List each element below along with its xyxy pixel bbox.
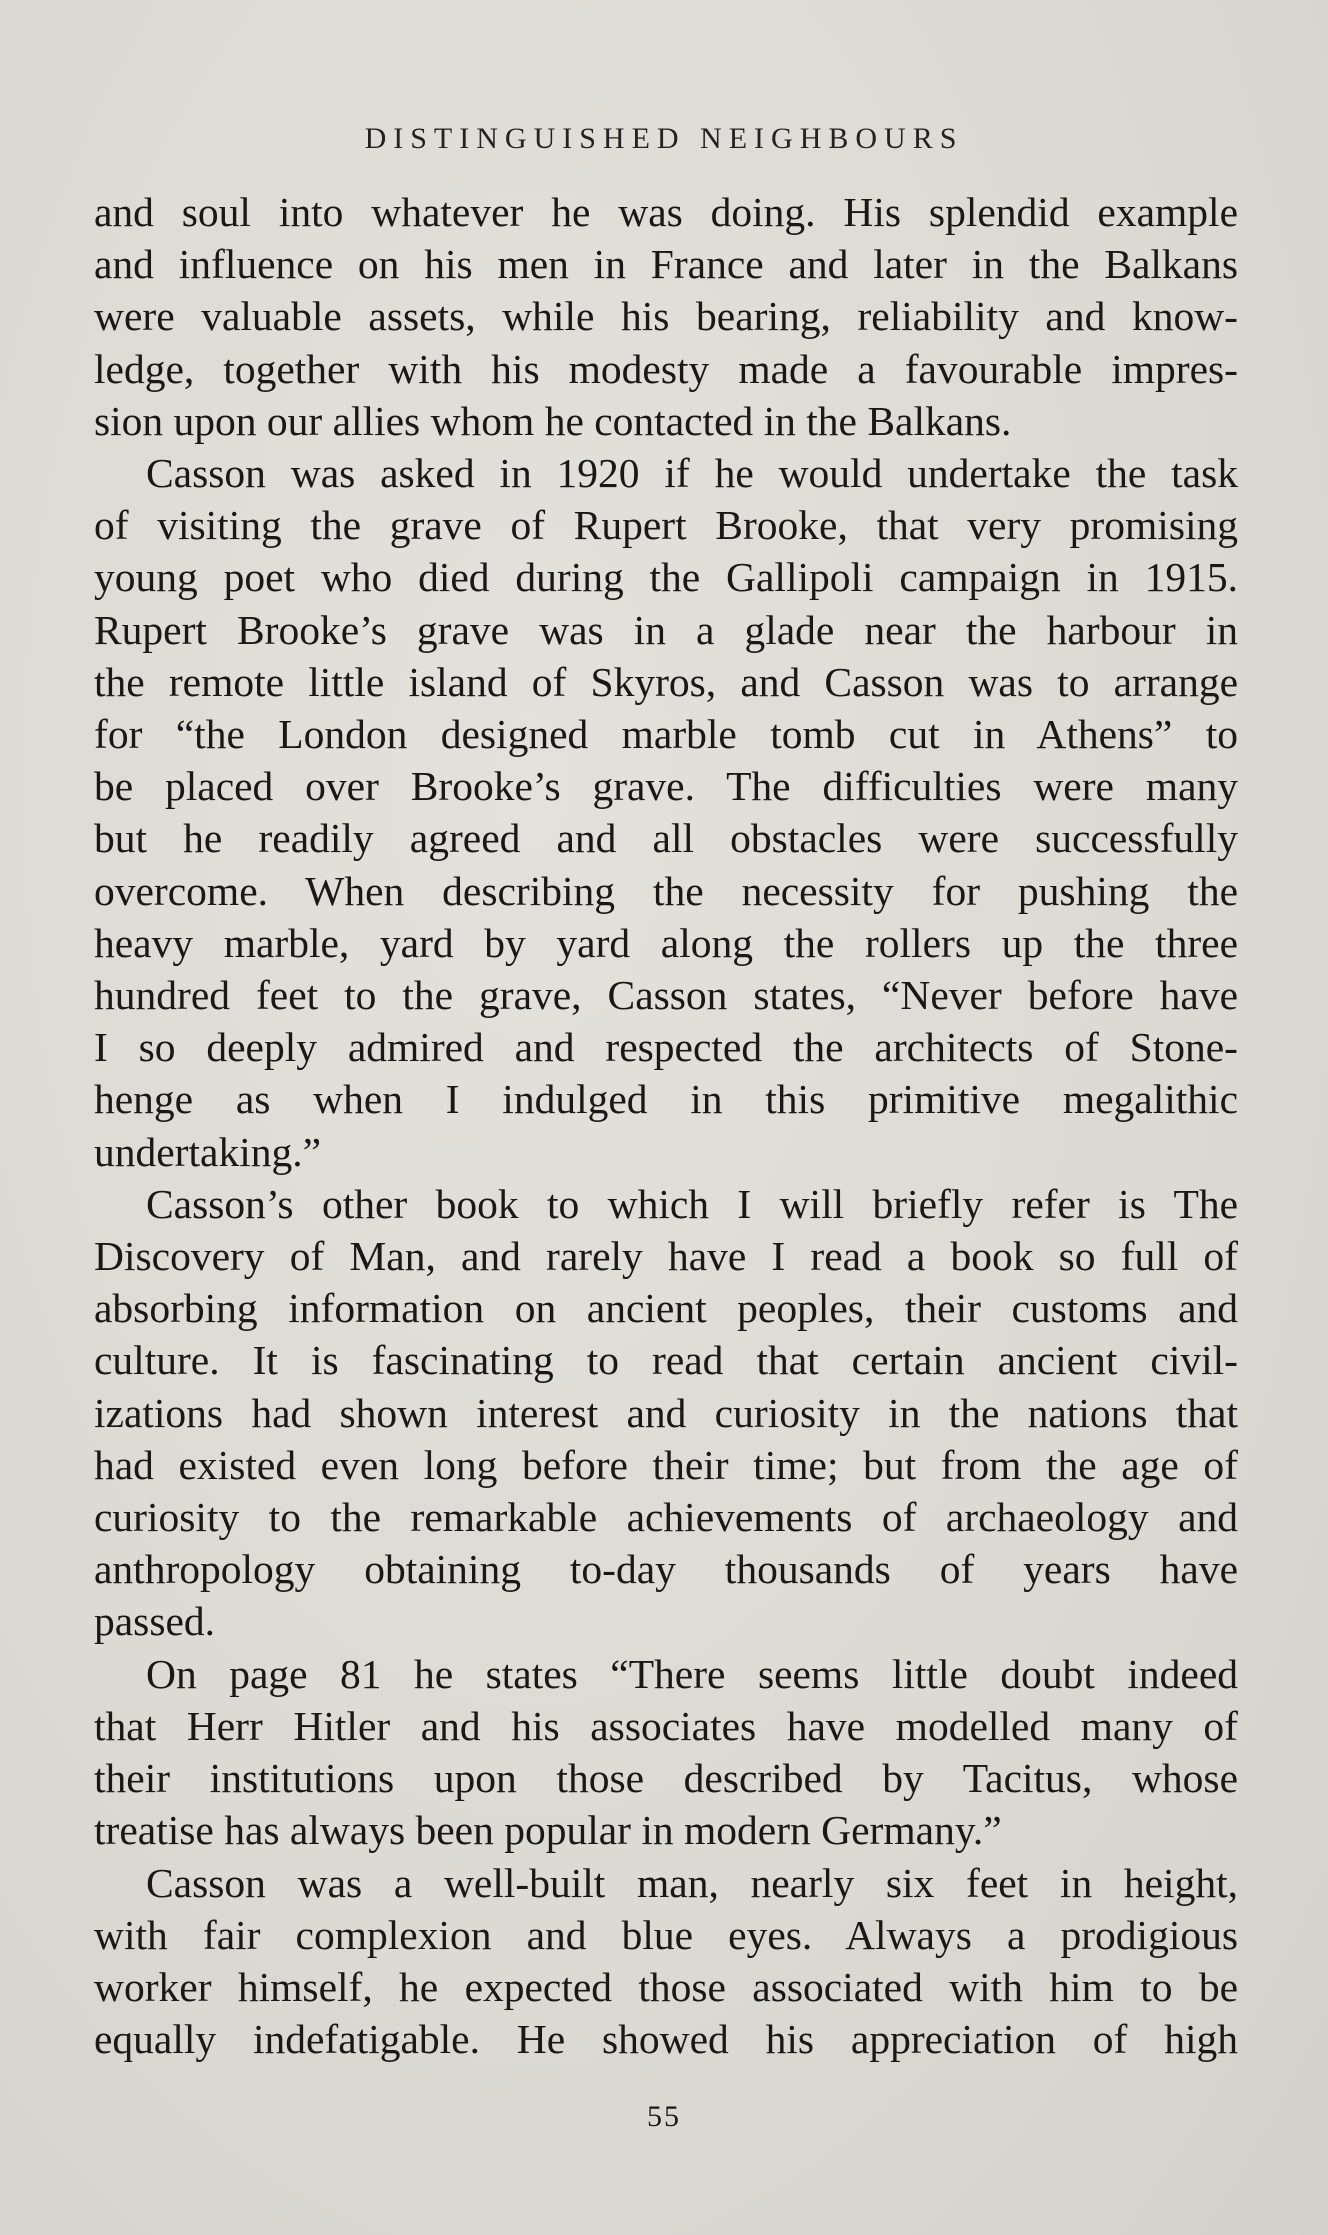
text-line: young poet who died during the Gallipoli campaign in 1915. xyxy=(94,554,1238,601)
text-line: Discovery of Man, and rarely have I read a book so full of xyxy=(94,1233,1238,1280)
text-line: Casson’s other book to which I will briefly refer is The xyxy=(146,1180,1238,1227)
text-line: absorbing information on ancient peoples, their customs and xyxy=(94,1285,1238,1332)
text-line: sion upon our allies whom he contacted in the Balkans. xyxy=(94,397,1012,444)
text-line: worker himself, he expected those associated with him to be xyxy=(94,1963,1238,2010)
text-line: with fair complexion and blue eyes. Always a prodigious xyxy=(94,1911,1238,1958)
paragraph xyxy=(94,1648,1238,1857)
text-line: but he readily agreed and all obstacles were successfully xyxy=(94,815,1238,862)
text-line: henge as when I indulged in this primitive megalithic xyxy=(94,1076,1238,1123)
text-line: were valuable assets, while his bearing, reliability and know- xyxy=(94,293,1238,340)
text-line: the remote little island of Skyros, and Casson was to arrange xyxy=(94,658,1238,705)
paragraph xyxy=(94,186,1238,447)
text-line: had existed even long before their time; but from the age of xyxy=(94,1441,1238,1488)
text-line: treatise has always been popular in modern Germany.” xyxy=(94,1807,1002,1854)
running-head: DISTINGUISHED NEIGHBOURS xyxy=(364,122,964,155)
text-line: their institutions upon those described by Tacitus, whose xyxy=(94,1755,1238,1802)
text-line: equally indefatigable. He showed his appreciation of high xyxy=(94,2016,1238,2063)
text-line: overcome. When describing the necessity for pushing the xyxy=(94,867,1238,914)
text-line: izations had shown interest and curiosity in the nations that xyxy=(94,1389,1238,1436)
text-line: of visiting the grave of Rupert Brooke, that very promising xyxy=(94,502,1238,549)
text-line: be placed over Brooke’s grave. The difficulties were many xyxy=(94,763,1238,810)
text-line: ledge, together with his modesty made a favourable impres- xyxy=(94,345,1238,392)
body-text xyxy=(94,186,1238,2065)
text-line: heavy marble, yard by yard along the rollers up the three xyxy=(94,919,1238,966)
paragraph xyxy=(94,447,1238,1178)
text-line: undertaking.” xyxy=(94,1128,322,1175)
text-line: Casson was a well-built man, nearly six feet in height, xyxy=(146,1859,1238,1906)
text-line: curiosity to the remarkable achievements of archaeology and xyxy=(94,1494,1238,1541)
text-line: and soul into whatever he was doing. His splendid example xyxy=(94,189,1238,235)
text-line: culture. It is fascinating to read that certain ancient civil- xyxy=(94,1337,1238,1384)
text-line: for “the London designed marble tomb cut in Athens” to xyxy=(94,711,1238,758)
text-line: I so deeply admired and respected the architects of Stone- xyxy=(94,1024,1238,1071)
text-line: and influence on his men in France and later in the Balkans xyxy=(94,241,1238,288)
text-line: hundred feet to the grave, Casson states, “Never before have xyxy=(94,972,1238,1019)
text-line: passed. xyxy=(94,1598,216,1645)
paragraph xyxy=(94,1178,1238,1648)
text-line: that Herr Hitler and his associates have modelled many of xyxy=(94,1702,1238,1749)
text-line: On page 81 he states “There seems little doubt indeed xyxy=(146,1650,1238,1697)
paragraph xyxy=(94,1857,1238,2066)
text-line: anthropology obtaining to-day thousands of years have xyxy=(94,1546,1238,1593)
page-number: 55 xyxy=(647,2100,681,2133)
text-line: Casson was asked in 1920 if he would undertake the task xyxy=(146,450,1238,497)
text-line: Rupert Brooke’s grave was in a glade near the harbour in xyxy=(94,606,1238,653)
